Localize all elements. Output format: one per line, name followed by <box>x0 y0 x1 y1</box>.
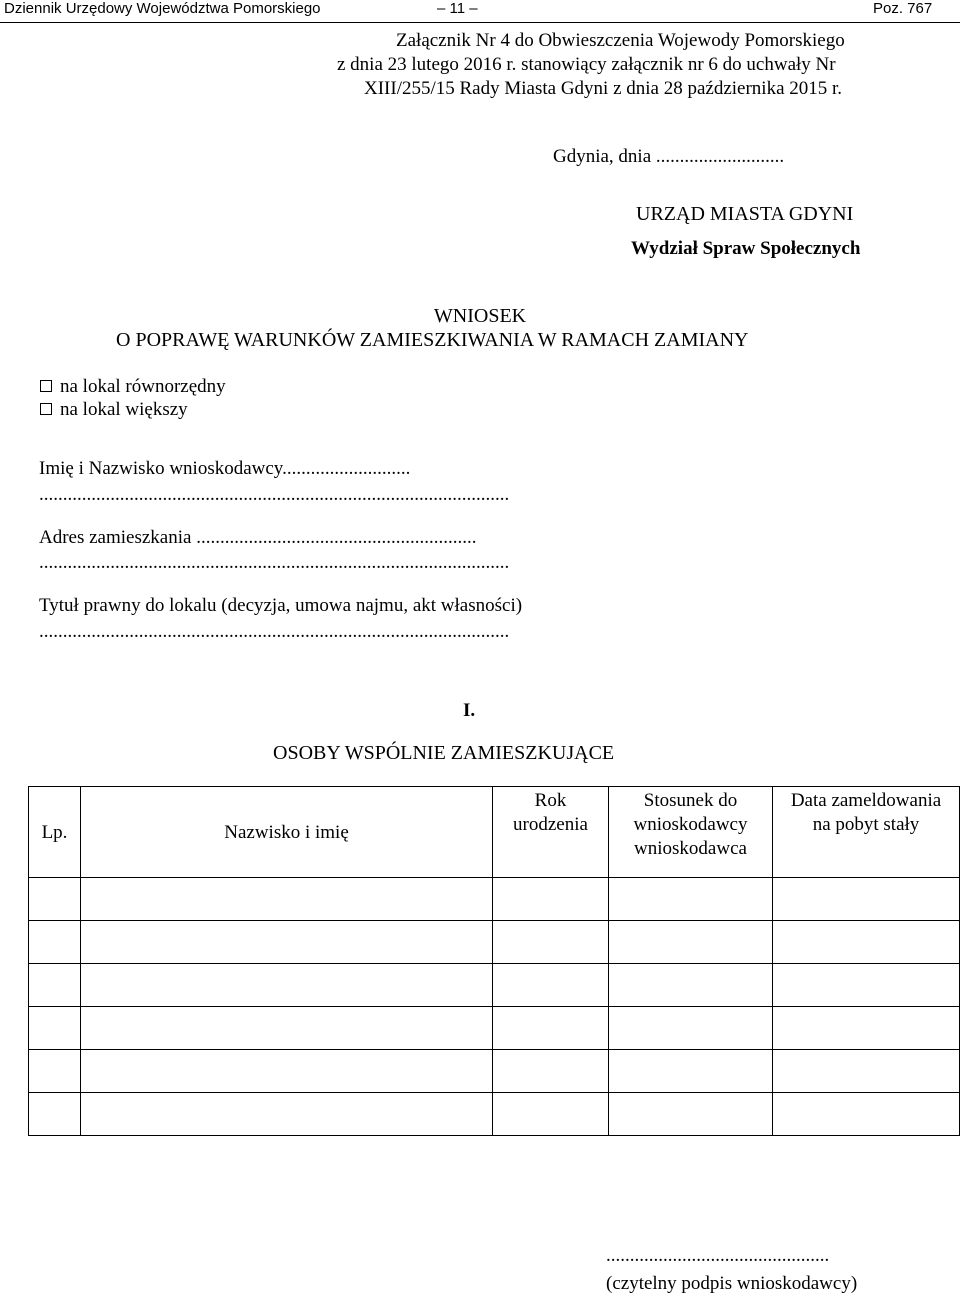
table-row <box>29 1050 960 1093</box>
attachment-line-2: z dnia 23 lutego 2016 r. stanowiący załącznik nr 6 do uchwały Nr <box>337 54 836 75</box>
section-heading: OSOBY WSPÓLNIE ZAMIESZKUJĄCE <box>273 742 615 764</box>
table-header-row <box>29 787 960 878</box>
table-cell[interactable] <box>81 921 493 964</box>
table-row <box>29 1093 960 1136</box>
table-cell[interactable] <box>609 1050 773 1093</box>
table-cell[interactable] <box>81 964 493 1007</box>
table-cell[interactable] <box>773 1007 960 1050</box>
table-cell[interactable] <box>81 1050 493 1093</box>
form-subtitle: O POPRAWĘ WARUNKÓW ZAMIESZKIWANIA W RAMACH ZAMIANY <box>116 329 749 351</box>
option-label: na lokal równorzędny <box>60 376 226 397</box>
table-cell[interactable] <box>773 921 960 964</box>
table-cell[interactable] <box>609 1007 773 1050</box>
table-cell[interactable] <box>29 921 81 964</box>
journal-name: Dziennik Urzędowy Województwa Pomorskiego <box>4 0 321 17</box>
table-cell[interactable] <box>493 1007 609 1050</box>
table-row <box>29 1007 960 1050</box>
header-name: Nazwisko i imię <box>81 787 493 878</box>
header-birth-year: Rok urodzenia <box>493 787 609 878</box>
table-cell[interactable] <box>609 1093 773 1136</box>
attachment-line-1: Załącznik Nr 4 do Obwieszczenia Wojewody Pomorskiego <box>396 30 845 51</box>
office-department: Wydział Spraw Społecznych <box>631 238 861 259</box>
section-number: I. <box>463 700 476 721</box>
option-larger[interactable] <box>40 399 188 421</box>
table-cell[interactable] <box>773 1050 960 1093</box>
signature-label: (czytelny podpis wnioskodawcy) <box>606 1273 858 1294</box>
form-title: WNIOSEK <box>433 305 527 327</box>
address-field[interactable]: Adres zamieszkania ........................................................... <box>39 527 477 548</box>
page-number: – 11 – <box>437 0 478 17</box>
option-label: na lokal większy <box>60 399 188 420</box>
table-cell[interactable] <box>29 878 81 921</box>
table-cell[interactable] <box>493 878 609 921</box>
table-cell[interactable] <box>493 1050 609 1093</box>
table-cell[interactable] <box>29 964 81 1007</box>
attachment-line-3: XIII/255/15 Rady Miasta Gdyni z dnia 28 października 2015 r. <box>364 78 843 99</box>
table-cell[interactable] <box>773 1093 960 1136</box>
checkbox-icon[interactable] <box>40 380 52 392</box>
applicant-name-field[interactable]: Imię i Nazwisko wnioskodawcy........................... <box>39 458 411 479</box>
table-cell[interactable] <box>81 878 493 921</box>
header-rule <box>0 22 960 23</box>
checkbox-icon[interactable] <box>40 403 52 415</box>
table-cell[interactable] <box>81 1007 493 1050</box>
applicant-name-continuation[interactable]: ................................................................................................... <box>39 484 510 505</box>
table-cell[interactable] <box>493 1093 609 1136</box>
office-name: URZĄD MIASTA GDYNI <box>636 203 854 225</box>
header-relation: Stosunek do wnioskodawcy wnioskodawca <box>609 787 773 878</box>
table-cell[interactable] <box>493 921 609 964</box>
place-date: Gdynia, dnia ........................... <box>553 146 785 167</box>
signature-line[interactable]: ............................................... <box>606 1245 830 1266</box>
address-continuation[interactable]: ................................................................................................... <box>39 552 510 573</box>
table-cell[interactable] <box>609 921 773 964</box>
table-cell[interactable] <box>81 1093 493 1136</box>
table-cell[interactable] <box>29 1093 81 1136</box>
position-number: Poz. 767 <box>873 0 933 17</box>
cohabitants-table <box>28 786 960 1136</box>
table-cell[interactable] <box>773 878 960 921</box>
table-row <box>29 921 960 964</box>
table-row <box>29 964 960 1007</box>
table-cell[interactable] <box>609 878 773 921</box>
table-cell[interactable] <box>773 964 960 1007</box>
table-cell[interactable] <box>609 964 773 1007</box>
option-equivalent[interactable] <box>40 376 226 398</box>
table-cell[interactable] <box>29 1007 81 1050</box>
legal-title-field[interactable]: ................................................................................................... <box>39 621 510 642</box>
header-registration-date: Data zameldowania na pobyt stały <box>773 787 960 878</box>
table-cell[interactable] <box>29 1050 81 1093</box>
header-lp: Lp. <box>29 787 81 878</box>
table-cell[interactable] <box>493 964 609 1007</box>
legal-title-label: Tytuł prawny do lokalu (decyzja, umowa najmu, akt własności) <box>39 595 523 616</box>
table-row <box>29 878 960 921</box>
